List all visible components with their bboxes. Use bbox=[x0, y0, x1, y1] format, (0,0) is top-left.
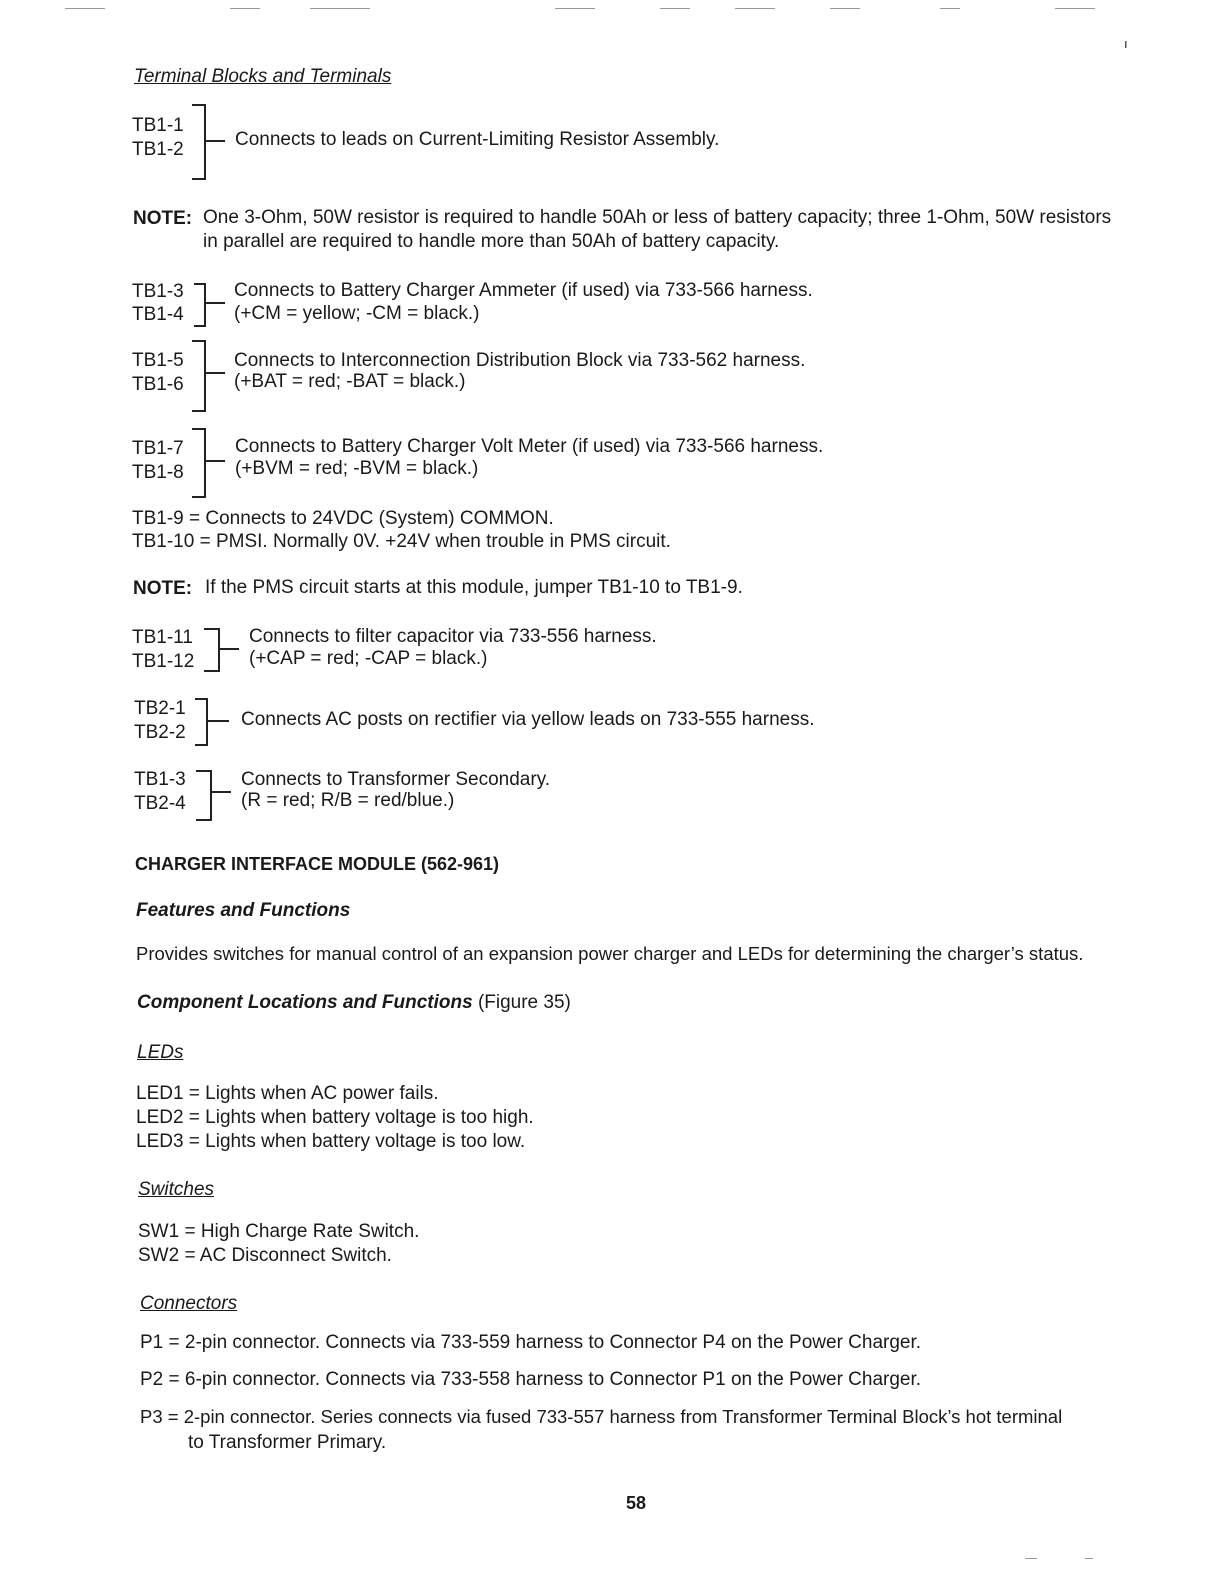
terminal-label: TB1-5 bbox=[132, 350, 184, 371]
terminal-label: TB1-3 bbox=[132, 281, 184, 302]
terminal-description: Connects to filter capacitor via 733-556 harness. bbox=[249, 626, 657, 647]
component-heading: Component Locations and Functions bbox=[137, 992, 473, 1013]
figure-reference: (Figure 35) bbox=[477, 992, 571, 1013]
connectors-heading: Connectors bbox=[140, 1293, 238, 1314]
terminal-description: Connects AC posts on rectifier via yellow leads on 733-555 harness. bbox=[241, 709, 815, 730]
led-item: LED3 = Lights when battery voltage is too low. bbox=[136, 1131, 526, 1152]
scan-artifact-line bbox=[555, 8, 595, 9]
bracket-icon bbox=[204, 628, 220, 672]
terminal-description: Connects to Battery Charger Volt Meter (if used) via 733-566 harness. bbox=[235, 436, 824, 457]
terminal-label: TB1-1 bbox=[132, 115, 184, 136]
scan-artifact-line bbox=[230, 8, 260, 9]
bracket-icon bbox=[192, 104, 206, 180]
bracket-icon bbox=[192, 428, 206, 498]
scan-artifact-line bbox=[735, 8, 775, 9]
bracket-tick bbox=[219, 648, 239, 650]
terminal-description: (+BAT = red; -BAT = black.) bbox=[234, 371, 466, 392]
bracket-icon bbox=[196, 770, 212, 821]
module-title: CHARGER INTERFACE MODULE (562-961) bbox=[135, 854, 500, 874]
scan-artifact-line bbox=[1025, 1558, 1037, 1559]
terminal-label: TB1-2 bbox=[132, 139, 184, 160]
note-text: If the PMS circuit starts at this module, jumper TB1-10 to TB1-9. bbox=[205, 577, 743, 598]
bracket-tick bbox=[205, 302, 225, 304]
terminal-label: TB2-1 bbox=[134, 698, 186, 719]
terminal-label: TB2-2 bbox=[134, 722, 186, 743]
terminal-label: TB1-12 bbox=[132, 651, 195, 672]
terminal-label: TB1-11 bbox=[132, 627, 193, 648]
bracket-tick bbox=[211, 791, 231, 793]
switch-item: SW2 = AC Disconnect Switch. bbox=[138, 1245, 392, 1266]
led-item: LED1 = Lights when AC power fails. bbox=[136, 1083, 439, 1104]
terminal-label: TB1-3 bbox=[134, 769, 186, 790]
terminal-description: Connects to Transformer Secondary. bbox=[241, 769, 551, 790]
switches-heading: Switches bbox=[138, 1179, 215, 1200]
scan-artifact-line bbox=[830, 8, 860, 9]
terminal-label: TB1-7 bbox=[132, 438, 184, 459]
terminal-label: TB1-4 bbox=[132, 304, 184, 325]
connector-item-p3: P3 = 2-pin connector. Series connects via fused 733-557 harness from Transformer Terminal Block’s hot terminal bbox=[140, 1406, 1063, 1427]
component-heading-line bbox=[137, 992, 571, 1014]
scan-artifact-line bbox=[940, 8, 960, 9]
connector-item-p3-continued: to Transformer Primary. bbox=[188, 1432, 387, 1453]
scan-artifact-line bbox=[1085, 1558, 1093, 1559]
terminal-label: TB2-4 bbox=[134, 793, 186, 814]
bracket-icon bbox=[192, 340, 206, 412]
scan-artifact-line bbox=[310, 8, 370, 9]
scan-artifact-line bbox=[660, 8, 690, 9]
terminal-description: (R = red; R/B = red/blue.) bbox=[241, 790, 455, 811]
section-heading-terminal-blocks: Terminal Blocks and Terminals bbox=[134, 66, 392, 87]
bracket-tick bbox=[207, 720, 229, 722]
bracket-tick bbox=[205, 372, 225, 374]
connector-item-p1: P1 = 2-pin connector. Connects via 733-559 harness to Connector P4 on the Power Charger. bbox=[140, 1332, 922, 1353]
note-text: One 3-Ohm, 50W resistor is required to handle 50Ah or less of battery capacity; three 1-Ohm, 50W resistors bbox=[203, 207, 1112, 228]
page-number: 58 bbox=[626, 1493, 647, 1513]
terminal-description: (+CAP = red; -CAP = black.) bbox=[249, 648, 488, 669]
leds-heading: LEDs bbox=[137, 1042, 184, 1063]
features-heading: Features and Functions bbox=[136, 900, 351, 921]
note-label: NOTE: bbox=[133, 578, 193, 599]
terminal-description: Connects to Interconnection Distribution Block via 733-562 harness. bbox=[234, 350, 806, 371]
scan-artifact-line bbox=[65, 8, 105, 9]
note-text: in parallel are required to handle more than 50Ah of battery capacity. bbox=[203, 231, 780, 252]
terminal-description: (+BVM = red; -BVM = black.) bbox=[235, 458, 479, 479]
terminal-description: Connects to Battery Charger Ammeter (if used) via 733-566 harness. bbox=[234, 280, 813, 301]
terminal-label: TB1-8 bbox=[132, 462, 184, 483]
bracket-icon bbox=[194, 283, 206, 327]
bracket-tick bbox=[205, 140, 225, 142]
terminal-assignment: TB1-9 = Connects to 24VDC (System) COMMON. bbox=[132, 508, 554, 529]
terminal-label: TB1-6 bbox=[132, 374, 184, 395]
connector-item-p2: P2 = 6-pin connector. Connects via 733-558 harness to Connector P1 on the Power Charger. bbox=[140, 1369, 922, 1390]
terminal-description: (+CM = yellow; -CM = black.) bbox=[234, 303, 480, 324]
scan-artifact-line bbox=[1055, 8, 1095, 9]
corner-mark: ı bbox=[1124, 36, 1128, 51]
led-item: LED2 = Lights when battery voltage is too high. bbox=[136, 1107, 534, 1128]
bracket-icon bbox=[195, 698, 208, 746]
note-label: NOTE: bbox=[133, 208, 193, 229]
bracket-tick bbox=[205, 460, 225, 462]
switch-item: SW1 = High Charge Rate Switch. bbox=[138, 1221, 420, 1242]
terminal-description: Connects to leads on Current-Limiting Resistor Assembly. bbox=[235, 129, 720, 150]
terminal-assignment: TB1-10 = PMSI. Normally 0V. +24V when trouble in PMS circuit. bbox=[132, 531, 671, 552]
features-text: Provides switches for manual control of an expansion power charger and LEDs for determining the charger’s status. bbox=[136, 943, 1084, 964]
